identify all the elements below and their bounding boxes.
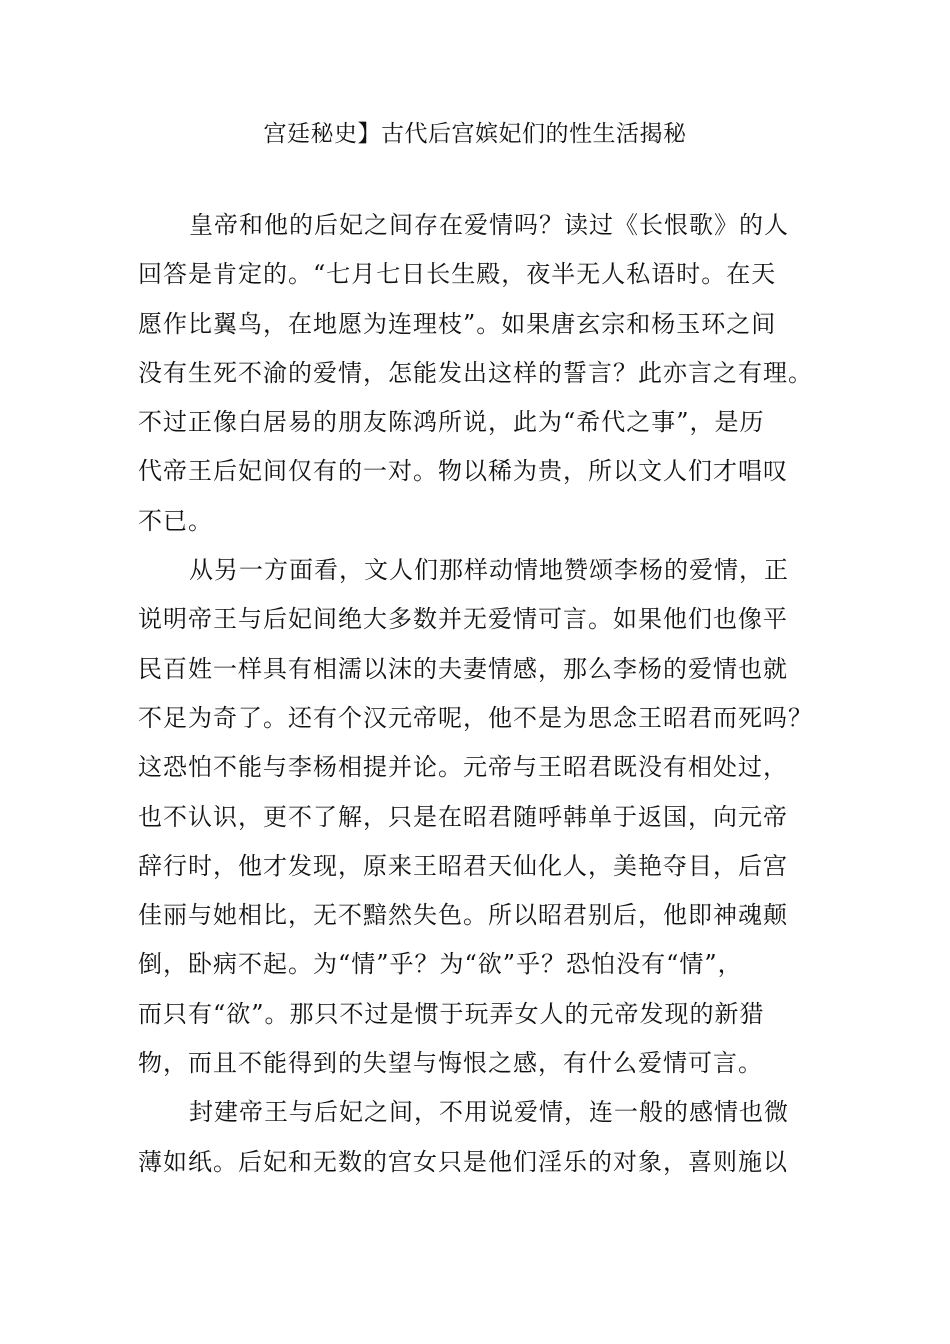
text-line: 倒，卧病不起。为“情”乎？为“欲”乎？恐怕没有“情”， [138, 950, 743, 979]
text-line: 薄如纸。后妃和无数的宫女只是他们淫乐的对象，喜则施以 [138, 1147, 788, 1176]
text-line: 而只有“欲”。那只不过是惯于玩弄女人的元帝发现的新猎 [138, 999, 765, 1028]
text-line: 说明帝王与后妃间绝大多数并无爱情可言。如果他们也像平 [138, 605, 788, 634]
text-line: 佳丽与她相比，无不黯然失色。所以昭君别后，他即神魂颠 [138, 901, 788, 930]
text-line: 辞行时，他才发现，原来王昭君天仙化人，美艳夺目，后宫 [138, 851, 788, 880]
text-line: 也不认识，更不了解，只是在昭君随呼韩单于返国，向元帝 [138, 802, 788, 831]
text-line: 皇帝和他的后妃之间存在爱情吗？读过《长恨歌》的人 [189, 211, 789, 239]
text-line: 回答是肯定的。“七月七日长生殿，夜半无人私语时。在天 [138, 260, 777, 289]
text-line: 封建帝王与后妃之间，不用说爱情，连一般的感情也微 [189, 1098, 789, 1127]
text-line: 不过正像白居易的朋友陈鸿所说，此为“希代之事”，是历 [138, 408, 765, 437]
text-line: 不已。 [138, 506, 213, 535]
text-line: 从另一方面看，文人们那样动情地赞颂李杨的爱情，正 [189, 556, 789, 585]
text-line: 愿作比翼鸟，在地愿为连理枝”。如果唐玄宗和杨玉环之间 [138, 309, 777, 338]
text-line: 民百姓一样具有相濡以沫的夫妻情感，那么李杨的爱情也就 [138, 654, 788, 683]
text-line: 代帝王后妃间仅有的一对。物以稀为贵，所以文人们才唱叹 [138, 457, 788, 486]
text-line: 不足为奇了。还有个汉元帝呢，他不是为思念王昭君而死吗？ [138, 703, 813, 732]
text-line: 没有生死不渝的爱情，怎能发出这样的誓言？此亦言之有理。 [138, 358, 813, 387]
text-line: 这恐怕不能与李杨相提并论。元帝与王昭君既没有相处过， [138, 753, 788, 782]
document-title: 宫廷秘史】古代后宫嫔妃们的性生活揭秘 [263, 121, 687, 147]
document-body [138, 208, 818, 1194]
text-line: 物，而且不能得到的失望与悔恨之感，有什么爱情可言。 [138, 1049, 763, 1078]
